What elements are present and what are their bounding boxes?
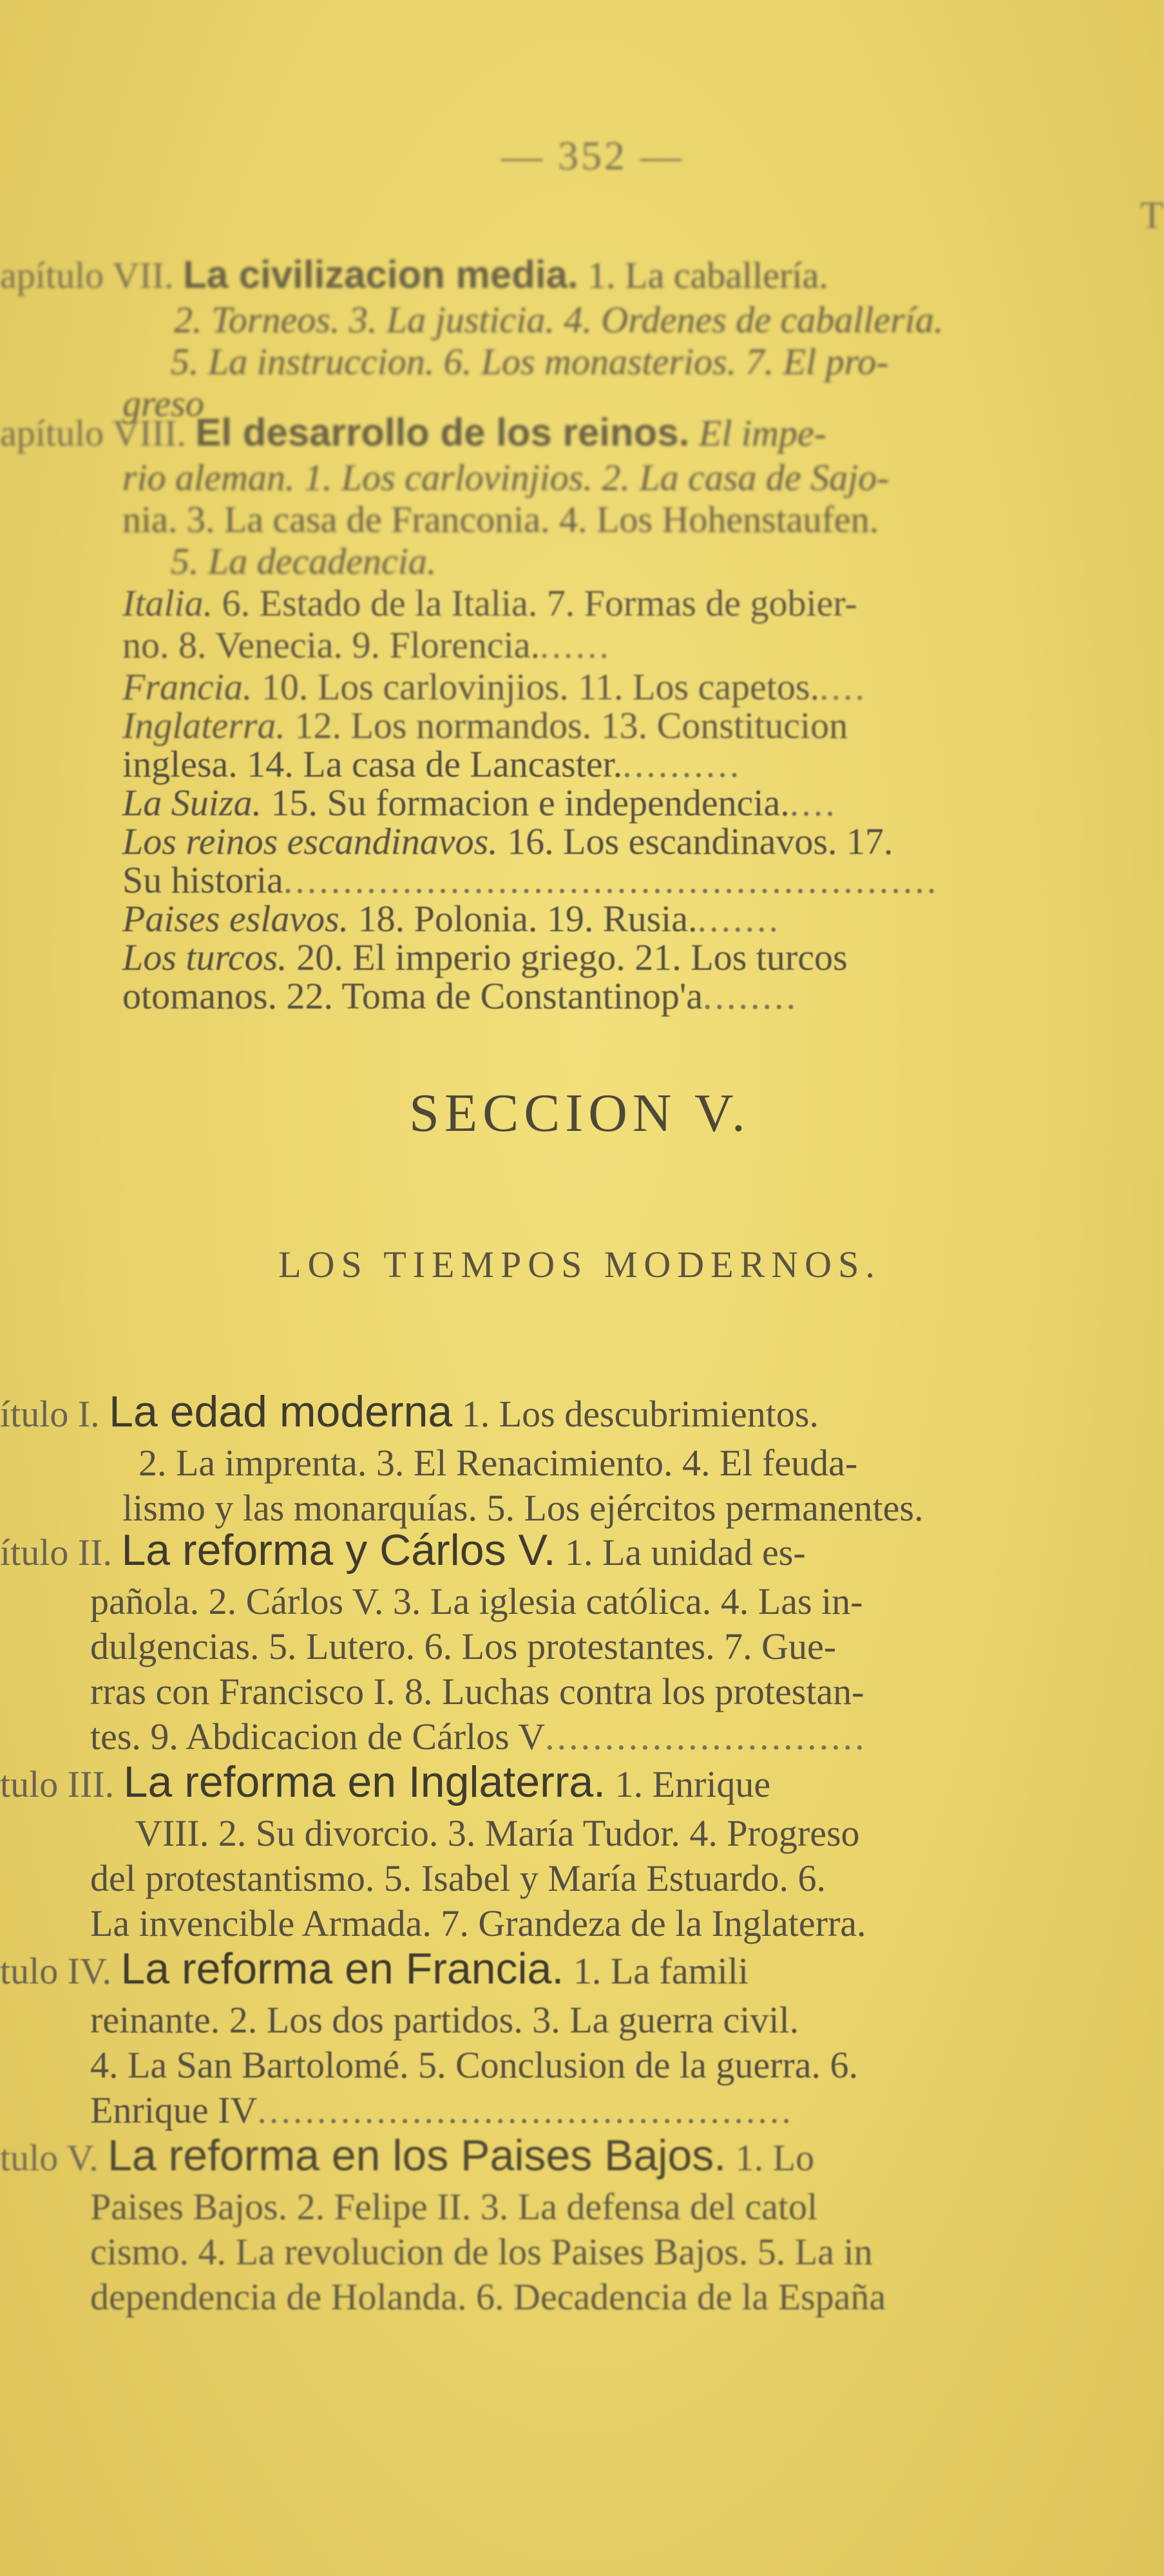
toc-line: Paises eslavos. 18. Polonia. 19. Rusia........ [122,898,781,940]
toc-line: nia. 3. La casa de Franconia. 4. Los Hohenstaufen. [122,498,879,540]
toc-line: greso [122,383,204,424]
toc-line: Los turcos. 20. El imperio griego. 21. Los turcos [122,936,848,978]
toc-line: Su historia....................................................... [122,859,939,901]
chapter-title: La reforma en Francia. [120,1944,564,1993]
toc-line: reinante. 2. Los dos partidos. 3. La guerra civil. [90,1999,799,2041]
corner-mark: T [1140,194,1164,236]
toc-line: 2. La imprenta. 3. El Renacimiento. 4. El feuda- [138,1442,858,1484]
toc-line: tulo III. La reforma en Inglaterra. 1. Enrique [0,1757,771,1806]
toc-line: tulo IV. La reforma en Francia. 1. La famili [0,1944,749,1993]
toc-line: 5. La instruccion. 6. Los monasterios. 7. El pro- [171,341,889,383]
toc-line: Enrique IV............................................. [90,2089,794,2131]
chapter-title: El desarrollo de los reinos. [195,411,690,454]
toc-line: rras con Francisco I. 8. Luchas contra los protestan- [90,1671,864,1712]
chapter-title: La edad moderna [109,1387,453,1436]
toc-line: lismo y las monarquías. 5. Los ejércitos permanentes. [122,1487,924,1529]
toc-line: dependencia de Holanda. 6. Decadencia de la España [90,2276,886,2318]
chapter-title: La reforma en Inglaterra. [123,1757,606,1806]
chapter-title: La civilizacion media. [183,253,578,296]
toc-line: no. 8. Venecia. 9. Florencia....... [122,624,612,666]
toc-line: cismo. 4. La revolucion de los Paises Bajos. 5. La in [90,2231,873,2273]
toc-line: tulo V. La reforma en los Paises Bajos. 1. Lo [0,2131,815,2180]
toc-line: rio aleman. 1. Los carlovinjios. 2. La casa de Sajo- [122,457,890,498]
toc-line: inglesa. 14. La casa de Lancaster........... [122,743,742,785]
toc-line: 5. La decadencia. [171,540,437,582]
section-heading: SECCION V. [409,1083,750,1143]
chapter-title: La reforma y Cárlos V. [121,1526,556,1575]
toc-line: VIII. 2. Su divorcio. 3. María Tudor. 4. Progreso [135,1812,860,1854]
toc-line: Italia. 6. Estado de la Italia. 7. Formas de gobier- [122,582,857,624]
toc-line: Francia. 10. Los carlovinjios. 11. Los capetos..... [122,666,867,708]
toc-line: La Suiza. 15. Su formacion e independencia..... [122,782,837,824]
toc-line: apítulo VIII. El desarrollo de los reinos. El impe- [0,411,826,454]
toc-line: tes. 9. Abdicacion de Cárlos V........................... [90,1716,867,1757]
toc-line: Paises Bajos. 2. Felipe II. 3. La defensa del catol [90,2186,818,2228]
toc-line: otomanos. 22. Toma de Constantinop'a........ [122,975,799,1017]
toc-line: del protestantismo. 5. Isabel y María Estuardo. 6. [90,1857,826,1899]
toc-line: Los reinos escandinavos. 16. Los escandinavos. 17. [122,820,893,862]
toc-line: Inglaterra. 12. Los normandos. 13. Constitucion [122,705,848,746]
toc-line: 2. Torneos. 3. La justicia. 4. Ordenes de caballería. [174,299,944,341]
toc-line: 4. La San Bartolomé. 5. Conclusion de la guerra. 6. [90,2044,858,2086]
toc-line: pañola. 2. Cárlos V. 3. La iglesia católica. 4. Las in- [90,1580,863,1622]
toc-line: La invencible Armada. 7. Grandeza de la Inglaterra. [90,1902,866,1944]
page-number: — 352 — [501,133,684,178]
section-subheading: LOS TIEMPOS MODERNOS. [278,1244,881,1285]
toc-line: ítulo I. La edad moderna 1. Los descubrimientos. [0,1387,819,1436]
toc-line: apítulo VII. La civilizacion media. 1. La caballería. [0,253,828,296]
toc-line: ítulo II. La reforma y Cárlos V. 1. La unidad es- [0,1526,806,1575]
chapter-title: La reforma en los Paises Bajos. [108,2131,727,2180]
toc-line: dulgencias. 5. Lutero. 6. Los protestantes. 7. Gue- [90,1625,837,1667]
